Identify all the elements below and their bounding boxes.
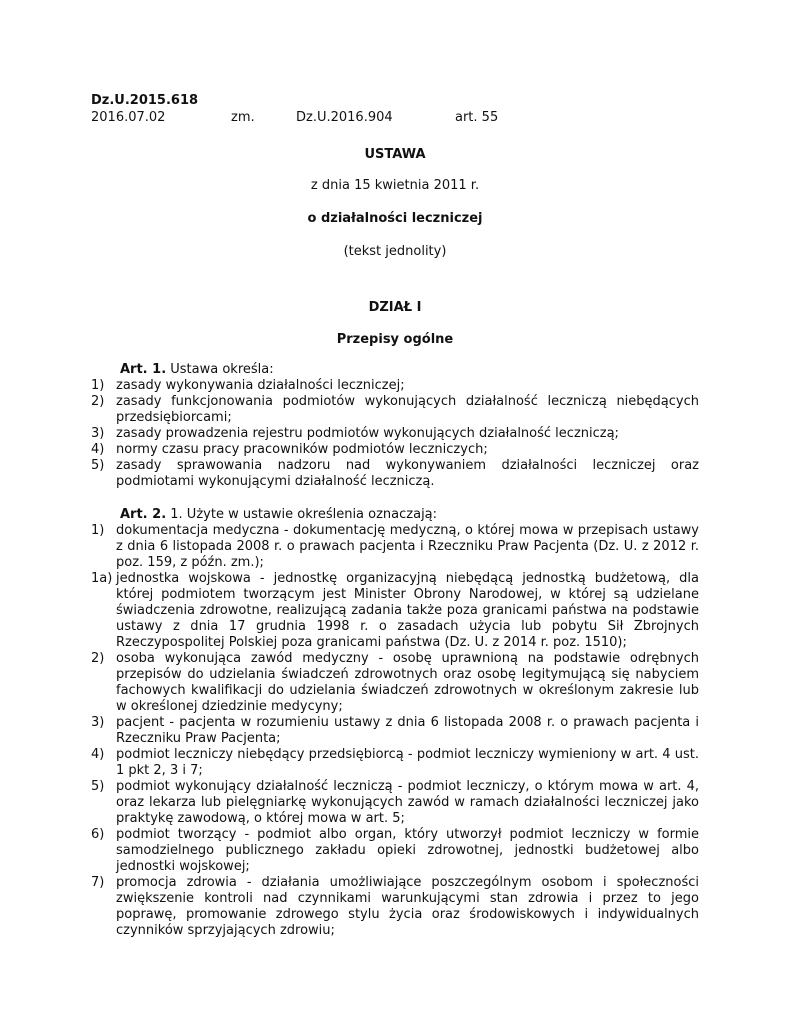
item-number: 1) [91,378,105,393]
list-item [91,394,699,426]
consolidated-text-note: (tekst jednolity) [343,244,447,259]
act-title: o działalności leczniczej [307,211,483,226]
item-text: dokumentacja medyczna - dokumentację medyczną, o której mowa w przepisach ustawy z dnia 6 listopada 2008 r. o prawach pacjenta i Rzeczniku Praw Pacjenta (Dz. U. z 2012 r. poz. 159, z późn. zm.); [116,523,699,570]
item-number: 1a) [91,571,113,586]
item-text: podmiot wykonujący działalność leczniczą - podmiot leczniczy, o którym mowa w art. 4, oraz lekarza lub pielęgniarkę wykonujących zawód w ramach działalności leczniczej jako praktykę zawodową, o której mowa w art. 5; [116,779,699,826]
article-2-intro-text: 1. Użyte w ustawie określenia oznaczają: [166,507,438,522]
amendment-article: art. 55 [455,110,499,125]
item-number: 4) [91,442,105,457]
item-text: osoba wykonująca zawód medyczny - osobę uprawnioną na podstawie odrębnych przepisów do udzielania świadczeń zdrowotnych oraz osobę legitymującą się nabyciem fachowych kwalifikacji do udzielania świadczeń zdrowotnych w określonym zakresie lub w określonej dziedzinie medycyny; [116,651,699,714]
item-text: pacjent - pacjenta w rozumieniu ustawy z dnia 6 listopada 2008 r. o prawach pacjenta i Rzeczniku Praw Pacjenta; [116,715,699,746]
item-number: 3) [91,715,105,730]
item-text: zasady funkcjonowania podmiotów wykonujących działalność leczniczą niebędących przedsiębiorcami; [116,394,699,425]
item-text: zasady wykonywania działalności leczniczej; [116,378,405,393]
list-item [91,571,699,651]
amendment-label: zm. [231,110,255,125]
division-heading: DZIAŁ I [368,300,422,315]
division-title: Przepisy ogólne [336,332,454,347]
list-item [91,378,699,394]
article-1-label: Art. 1. [120,362,167,377]
list-item [91,523,699,571]
list-item [91,651,699,715]
list-item [91,426,699,442]
journal-reference: Dz.U.2015.618 [91,93,199,108]
article-1-intro [91,362,699,378]
list-item [91,458,699,490]
document-page [91,92,699,939]
item-number: 2) [91,651,105,666]
article-1-list [91,378,699,490]
amendment-line [91,109,699,126]
article-2-label: Art. 2. [120,507,167,522]
amendment-reference: Dz.U.2016.904 [296,110,393,125]
item-number: 6) [91,827,105,842]
item-number: 5) [91,779,105,794]
article-1-intro-text: Ustawa określa: [166,362,274,377]
item-text: jednostka wojskowa - jednostkę organizacyjną niebędącą jednostką budżetową, dla której podmiotem tworzącym jest Minister Obrony Narodowej, w której są udzielane świadczenia zdrowotne, realizującą zadania także poza granicami państwa na podstawie ustawy z dnia 17 grudnia 1998 r. o zasadach użycia lub pobytu Sił Zbrojnych Rzeczypospolitej Polskiej poza granicami państwa (Dz. U. z 2014 r. poz. 1510); [116,571,699,650]
article-2-intro [91,507,699,523]
item-number: 7) [91,875,105,890]
list-item [91,442,699,458]
amendment-date: 2016.07.02 [91,110,166,125]
list-item [91,875,699,939]
article-2-list [91,523,699,939]
item-number: 3) [91,426,105,441]
item-number: 2) [91,394,105,409]
list-item [91,779,699,827]
item-text: promocja zdrowia - działania umożliwiające poszczególnym osobom i społeczności zwiększenie kontroli nad czynnikami warunkującymi stan zdrowia i przez to jego poprawę, promowanie zdrowego stylu życia oraz środowiskowych i indywidualnych czynników sprzyjających zdrowiu; [116,875,699,938]
item-text: zasady sprawowania nadzoru nad wykonywaniem działalności leczniczej oraz podmiotami wykonującymi działalność leczniczą. [116,458,699,489]
item-text: podmiot tworzący - podmiot albo organ, który utworzył podmiot leczniczy w formie samodzielnego publicznego zakładu opieki zdrowotnej, jednostki budżetowej albo jednostki wojskowej; [116,827,699,874]
item-number: 4) [91,747,105,762]
list-item [91,747,699,779]
list-item [91,827,699,875]
act-date: z dnia 15 kwietnia 2011 r. [310,178,480,193]
act-type: USTAWA [364,147,426,162]
item-text: normy czasu pracy pracowników podmiotów leczniczych; [116,442,488,457]
item-text: podmiot leczniczy niebędący przedsiębiorcą - podmiot leczniczy wymieniony w art. 4 ust. 1 pkt 2, 3 i 7; [116,747,699,778]
list-item [91,715,699,747]
item-text: zasady prowadzenia rejestru podmiotów wykonujących działalność leczniczą; [116,426,619,441]
item-number: 1) [91,523,105,538]
item-number: 5) [91,458,105,473]
